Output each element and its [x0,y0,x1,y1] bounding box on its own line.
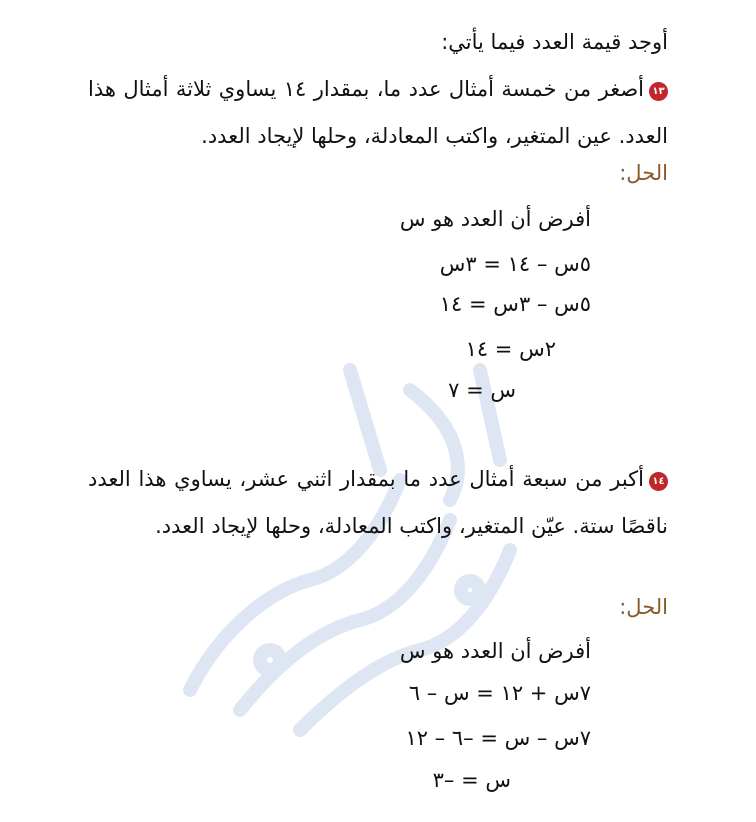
question-13 [88,66,668,160]
solution-step: ٢س = ١٤ [465,337,556,361]
question-text: أصغر من خمسة أمثال عدد ما، بمقدار ١٤ يساوي ثلاثة أمثال هذا العدد. عين المتغير، واكتب المعادلة، وحلها لإيجاد العدد. [88,77,668,148]
solution-step: ٥س – ٣س = ١٤ [439,292,591,316]
solution-label: الحل: [619,595,668,619]
solution-label: الحل: [619,161,668,185]
question-14 [88,456,668,550]
intro-text: أوجد قيمة العدد فيما يأتي: [441,30,668,54]
question-number-badge: ١٣ [649,82,668,101]
question-text: أكبر من سبعة أمثال عدد ما بمقدار اثني عشر، يساوي هذا العدد ناقصًا ستة. عيّن المتغير، واكتب المعادلة، وحلها لإيجاد العدد. [88,467,668,538]
solution-step: س = ٧ [448,378,516,402]
solution-step: ٥س – ١٤ = ٣س [439,252,591,276]
solution-step: أفرض أن العدد هو س [399,207,591,231]
solution-step: ٧س + ١٢ = س – ٦ [408,681,591,705]
solution-step: ٧س – س = –٦ – ١٢ [405,726,591,750]
question-number-badge: ١٤ [649,472,668,491]
solution-step: أفرض أن العدد هو س [399,639,591,663]
solution-step: س = –٣ [432,768,511,792]
